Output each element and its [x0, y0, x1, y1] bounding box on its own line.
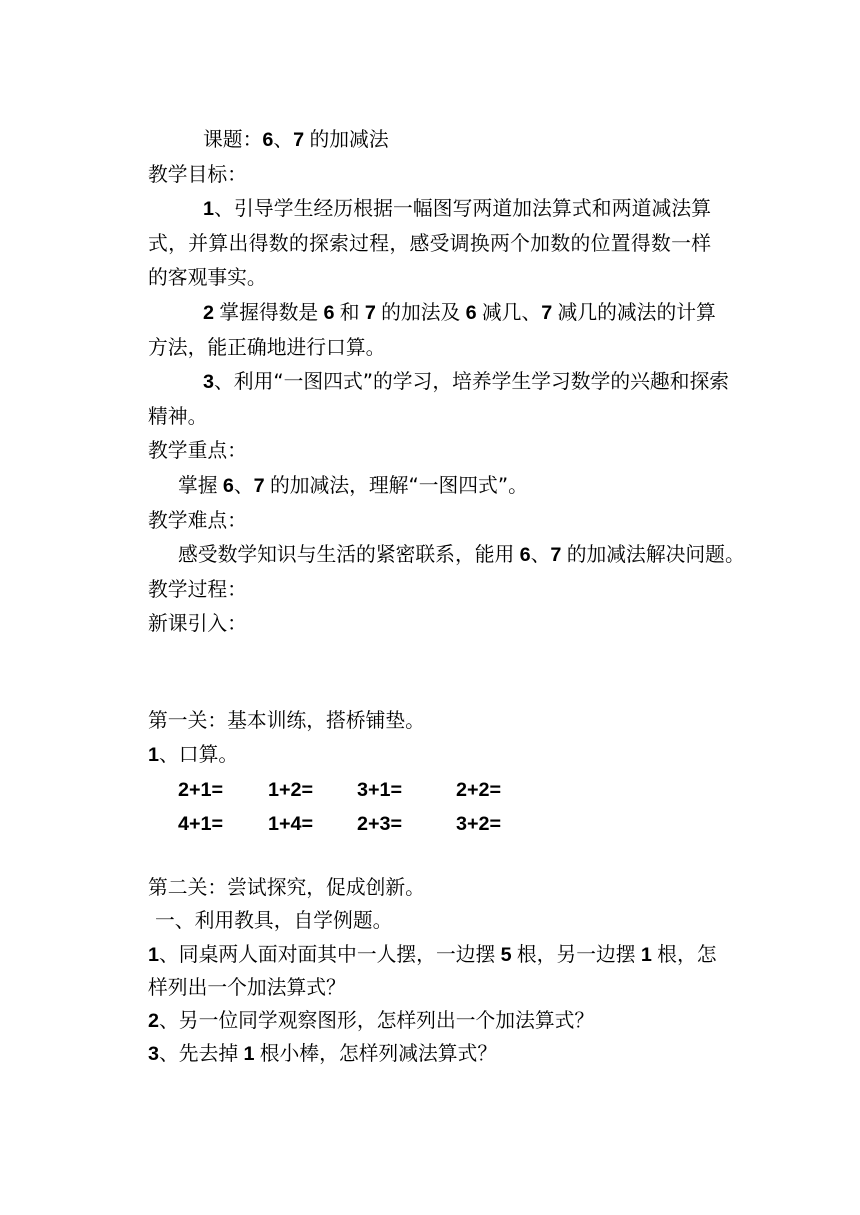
numeral: 7	[293, 129, 305, 151]
calc-item	[456, 773, 536, 808]
calc-row-1	[148, 773, 711, 808]
difficulties-text: 感受数学知识与生活的紧密联系，能用 6、7 的加减法解决问题。	[178, 543, 745, 567]
calc-item	[357, 807, 456, 842]
numeral: 2	[203, 301, 215, 324]
question-1-line-1: 1、同桌两人面对面其中一人摆，一边摆 5 根，另一边摆 1 根，怎	[148, 942, 717, 966]
numeral: 2+3=	[357, 813, 403, 836]
key-points-text: 掌握 6、7 的加减法，理解“一图四式”。	[178, 473, 528, 497]
question-1-line-2: 样列出一个加法算式？	[148, 975, 346, 999]
level-1-task: 1、口算。	[148, 743, 239, 767]
difficulties-heading: 教学难点：	[148, 508, 247, 532]
level-2-subheading: 一、利用教具，自学例题。	[155, 909, 393, 933]
calc-item	[178, 773, 268, 808]
numeral: 2+2=	[456, 778, 502, 801]
numeral: 7	[541, 301, 553, 324]
objective-1-line-2: 式，并算出得数的探索过程，感受调换两个加数的位置得数一样	[148, 231, 711, 255]
numeral: 1	[243, 1043, 255, 1066]
numeral: 1+2=	[268, 778, 314, 801]
question-3: 3、先去掉 1 根小棒，怎样列减法算式？	[148, 1042, 498, 1066]
numeral: 7	[364, 301, 376, 324]
level-2-section	[148, 871, 717, 1070]
objective-2-line-2: 方法，能正确地进行口算。	[148, 335, 386, 359]
objective-1-line-1: 1、引导学生经历根据一幅图写两道加法算式和两道减法算	[203, 197, 711, 221]
calc-item	[178, 807, 268, 842]
numeral: 1+4=	[268, 813, 314, 836]
numeral: 7	[253, 474, 265, 497]
calc-item	[456, 807, 536, 842]
numeral: 6	[465, 301, 477, 324]
level-2-heading: 第二关：尝试探究，促成创新。	[148, 876, 425, 900]
calc-row-2	[148, 807, 711, 842]
numeral: 3+2=	[456, 813, 502, 836]
calc-item	[357, 773, 456, 808]
process-heading: 教学过程：	[148, 577, 247, 601]
numeral: 2+1=	[178, 778, 224, 801]
numeral: 3	[148, 1043, 160, 1066]
lesson-header-section	[148, 123, 745, 642]
numeral: 6	[262, 129, 274, 151]
objective-3-line-1: 3、利用“一图四式”的学习，培养学生学习数学的兴趣和探索	[203, 370, 730, 394]
numeral: 4+1=	[178, 813, 224, 836]
numeral: 5	[500, 943, 512, 966]
objectives-heading: 教学目标：	[148, 162, 247, 186]
objective-3-line-2: 精神。	[148, 404, 208, 428]
numeral: 1	[203, 198, 215, 221]
calc-item	[268, 773, 357, 808]
intro-heading: 新课引入：	[148, 612, 247, 636]
numeral: 6	[323, 301, 335, 324]
key-points-heading: 教学重点：	[148, 439, 247, 463]
lesson-title: 课题：6、7 的加减法	[203, 128, 389, 151]
numeral: 1	[640, 943, 652, 966]
numeral: 3	[203, 371, 215, 394]
numeral: 2	[148, 1010, 160, 1033]
numeral: 1	[148, 744, 160, 767]
level-1-section	[148, 704, 711, 842]
numeral: 6	[222, 474, 234, 497]
question-2: 2、另一位同学观察图形，怎样列出一个加法算式？	[148, 1009, 595, 1033]
numeral: 1	[148, 943, 160, 966]
objective-2-line-1: 2 掌握得数是 6 和 7 的加法及 6 减几、7 减几的减法的计算	[203, 300, 716, 324]
level-1-heading: 第一关：基本训练，搭桥铺垫。	[148, 708, 425, 732]
numeral: 6	[519, 544, 531, 567]
calc-item	[268, 807, 357, 842]
numeral: 3+1=	[357, 778, 403, 801]
objective-1-line-3: 的客观事实。	[148, 266, 267, 290]
numeral: 7	[550, 544, 562, 567]
